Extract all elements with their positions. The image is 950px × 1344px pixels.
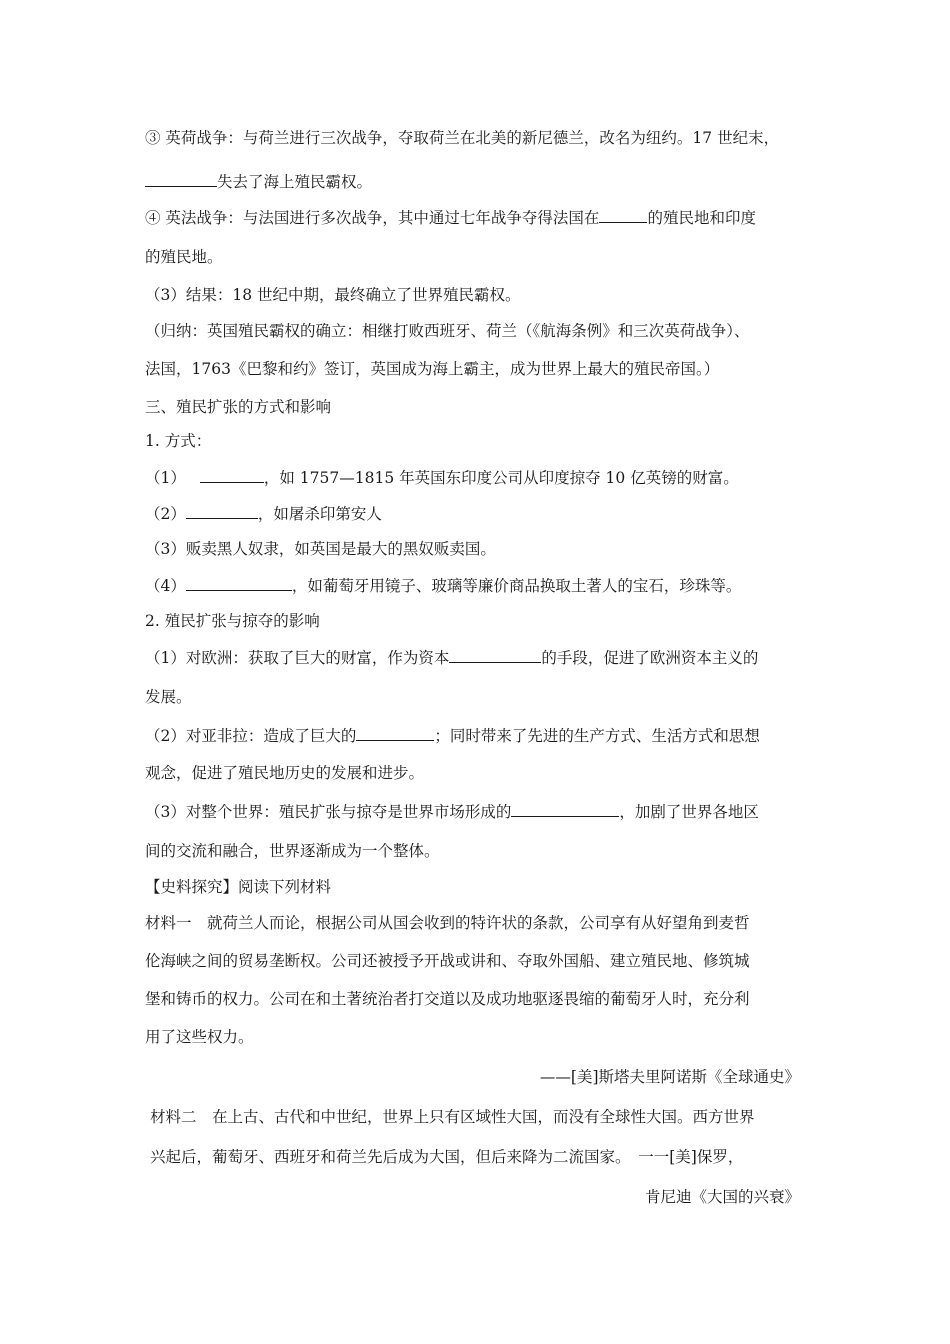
text-line: （3）结果：18 世纪中期，最终确立了世界殖民霸权。	[145, 286, 521, 304]
text-line: 间的交流和融合，世界逐渐成为一个整体。	[145, 842, 440, 860]
text-segment: （4）	[145, 577, 186, 595]
text-line: 法国，1763《巴黎和约》签订，英国成为海上霸主，成为世界上最大的殖民帝国。）	[145, 360, 720, 378]
subsection-heading: 1. 方式：	[145, 432, 212, 450]
text-line	[145, 574, 741, 597]
fill-blank[interactable]	[356, 724, 434, 741]
fill-blank[interactable]	[186, 574, 292, 591]
text-line: 用了这些权力。	[145, 1028, 254, 1046]
citation: ——[美]斯塔夫里阿诺斯《全球通史》	[539, 1068, 800, 1086]
fill-blank[interactable]	[599, 206, 647, 223]
text-line	[145, 170, 372, 193]
text-line: 兴起后，葡萄牙、西班牙和荷兰先后成为大国，但后来降为二流国家。 一一[美]保罗，	[150, 1148, 744, 1166]
text-line: 的殖民地。	[145, 248, 223, 266]
citation: 肯尼迪《大国的兴衰》	[644, 1188, 800, 1206]
text-line: 观念，促进了殖民地历史的发展和进步。	[145, 764, 425, 782]
fill-blank[interactable]	[145, 170, 217, 187]
text-segment: ④ 英法战争：与法国进行多次战争，其中通过七年战争夺得法国在	[145, 209, 600, 227]
text-segment: （1）	[145, 469, 186, 487]
text-segment: （3）对整个世界：殖民扩张与掠夺是世界市场形成的	[145, 803, 512, 821]
text-line	[145, 800, 759, 823]
text-line	[145, 646, 758, 669]
fill-blank[interactable]	[511, 800, 619, 817]
text-segment: （2）	[145, 505, 186, 523]
text-line: 材料一 就荷兰人而论，根据公司从国会收到的特许状的条款，公司享有从好望角到麦哲	[145, 914, 750, 932]
fill-blank[interactable]	[200, 466, 264, 483]
text-line: 发展。	[145, 688, 192, 706]
text-segment: ，如 1757—1815 年英国东印度公司从印度掠夺 10 亿英镑的财富。	[263, 469, 739, 487]
text-segment: （1）对欧洲：获取了巨大的财富，作为资本	[145, 649, 450, 667]
text-line: ③ 英荷战争：与荷兰进行三次战争，夺取荷兰在北美的新尼德兰，改名为纽约。17 世纪末，	[145, 129, 780, 147]
text-segment: ，如葡萄牙用镜子、玻璃等廉价商品换取土著人的宝石，珍珠等。	[291, 577, 742, 595]
fill-blank[interactable]	[449, 646, 541, 663]
text-segment: 的殖民地和印度	[647, 209, 756, 227]
text-line	[145, 724, 760, 747]
subsection-heading: 2. 殖民扩张与掠夺的影响	[145, 612, 320, 630]
text-segment: ，如屠杀印第安人	[257, 505, 382, 523]
text-line: 材料二 在上古、古代和中世纪，世界上只有区域性大国，而没有全球性大国。西方世界	[150, 1108, 755, 1126]
text-segment: ；同时带来了先进的生产方式、生活方式和思想	[434, 727, 760, 745]
text-line: 堡和铸币的权力。公司在和土著统治者打交道以及成功地驱逐畏缩的葡萄牙人时，充分利	[145, 990, 750, 1008]
text-line: （归纳：英国殖民霸权的确立：相继打败西班牙、荷兰（《航海条例》和三次英荷战争）、	[145, 322, 750, 340]
fill-blank[interactable]	[186, 502, 258, 519]
text-line	[145, 502, 382, 525]
text-line: 伦海峡之间的贸易垄断权。公司还被授予开战或讲和、夺取外国船、建立殖民地、修筑城	[145, 952, 750, 970]
text-line: （3）贩卖黑人奴隶，如英国是最大的黑奴贩卖国。	[145, 540, 496, 558]
text-segment: 的手段，促进了欧洲资本主义的	[541, 649, 759, 667]
section-heading: 【史料探究】阅读下列材料	[145, 878, 332, 896]
text-segment: （2）对亚非拉：造成了巨大的	[145, 727, 357, 745]
text-line	[145, 466, 739, 489]
text-segment: ，加剧了世界各地区	[619, 803, 759, 821]
text-line	[145, 206, 756, 229]
section-heading: 三、殖民扩张的方式和影响	[145, 398, 332, 416]
text-segment: 失去了海上殖民霸权。	[217, 173, 373, 191]
